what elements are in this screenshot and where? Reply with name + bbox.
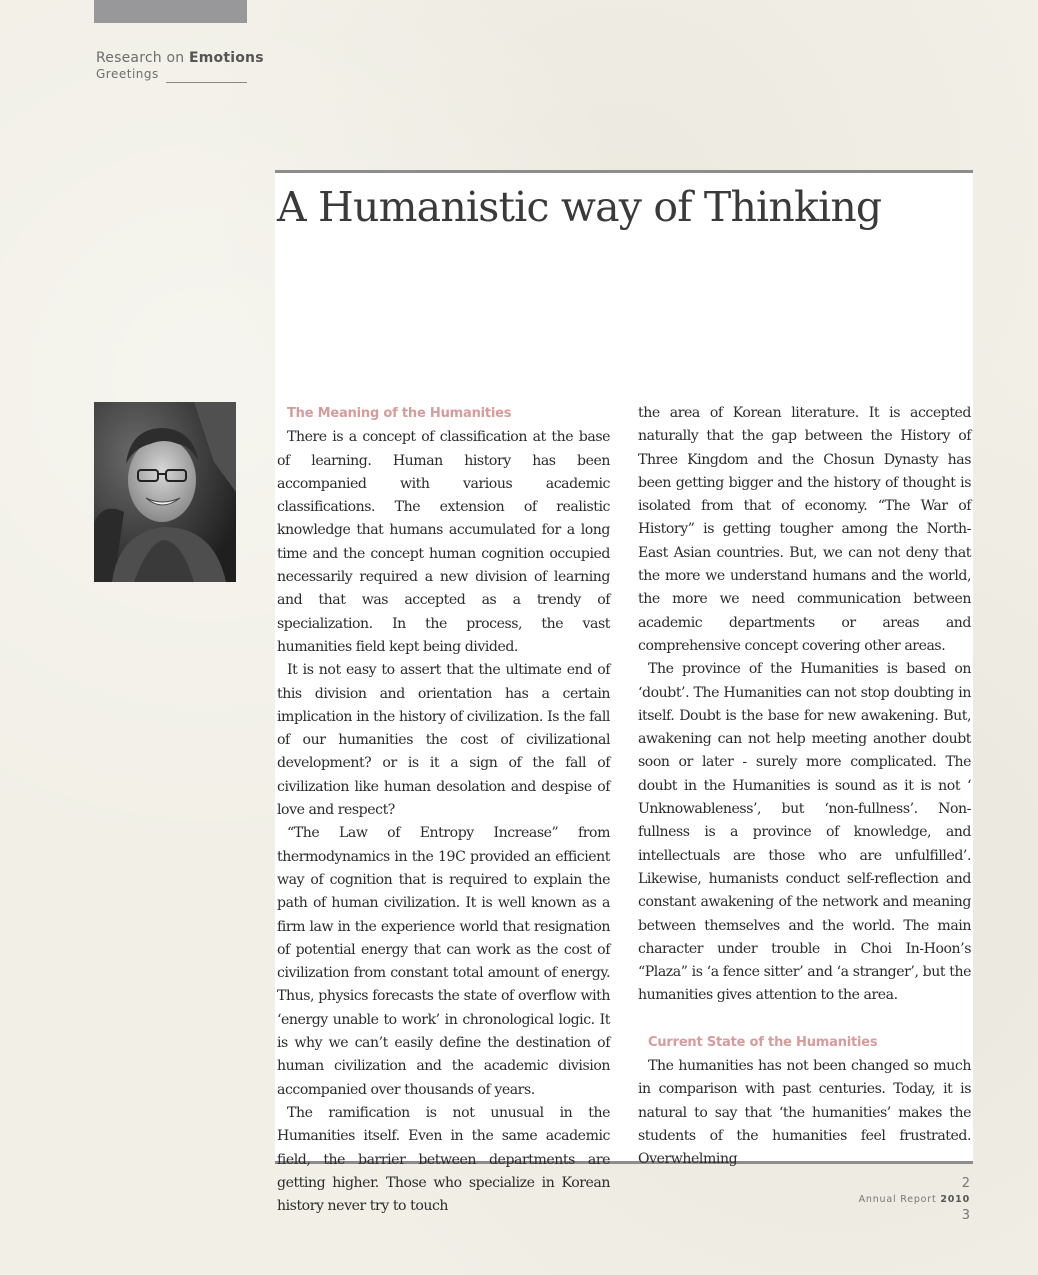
section-heading-current-state: Current State of the Humanities [648,1034,878,1050]
article-title: A Humanistic way of Thinking [277,183,882,231]
author-photo [94,402,236,582]
paragraph: It is not easy to assert that the ultimate end of this division and orientation has a certain implication in the history of civilization. Is the fall of our humanities the cost of civilizational development? or is it a sign of the fall of civilization like human desolation and despise of love and respect? [277,662,610,819]
page-footer [859,1176,970,1224]
paragraph: The ramification is not unusual in the Humanities itself. Even in the same academic field, the barrier between departments are getting higher. Those who specialize in Korean history never try to touch [277,1104,610,1215]
top-tab [94,0,247,23]
portrait-image [94,402,236,582]
brand-prefix: Research on [96,50,189,66]
report-label [859,1192,970,1208]
brand-header [96,50,264,81]
right-column [638,402,971,1172]
paragraph: The humanities has not been changed so much in comparison with past centuries. Today, it is natural to say that ‘the humanities’ makes the students of the humanities feel frustrated. Overwhelming [638,1058,971,1168]
report-year: 2010 [940,1194,970,1205]
paragraph-continuation: the area of Korean literature. It is accepted naturally that the gap between the History of Three Kingdom and the Chosun Dynasty has been getting bigger and the history of thought is isolated from that of economy. “The War of History” is getting tougher among the North-East Asian countries. But, we can not deny that the more we understand humans and the world, the more we need communication between academic departments or areas and comprehensive concept covering other areas. [638,405,971,654]
page-number-right: 3 [961,1208,970,1223]
paragraph: The province of the Humanities is based on ‘doubt’. The Humanities can not stop doubting in itself. Doubt is the base for new awakening. But, awakening can not help meeting another doubt soon or later - surely more complicated. The doubt in the Humanities is sound as it is not ‘ Unknowableness’, but ‘non-fullness’. Non-fullness is a province of knowledge, and intellectuals are those who are unfulfilled’. Likewise, humanists conduct self-reflection and constant awakening of the network and meaning between themselves and the world. The main character under trouble in Choi In-Hoon’s “Plaza” is ‘a fence sitter’ and ‘a stranger’, but the humanities gives attention to the area. [638,661,971,1004]
paragraph: There is a concept of classification at the base of learning. Human history has been accompanied with various academic classifications. The extension of realistic knowledge that humans accumulated for a long time and the concept human cognition occupied necessarily required a new division of learning and that was accepted as a trendy of specialization. In the process, the vast humanities field kept being divided. [277,429,610,655]
section-heading-meaning: The Meaning of the Humanities [287,406,512,421]
brand-rule [166,82,247,83]
section-spacer [638,1008,971,1031]
section-label: Greetings [96,67,159,81]
report-name: Annual Report [858,1194,941,1205]
page-number-left: 2 [961,1176,970,1191]
brand-title [96,50,264,66]
paragraph: “The Law of Entropy Increase” from thermodynamics in the 19C provided an efficient way of cognition that is required to explain the path of human civilization. It is well known as a firm law in the experience world that resignation of potential energy that can work as the cost of civilization from constant total amount of energy. Thus, physics forecasts the state of overflow with ‘energy unable to work’ in chronological logic. It is why we can’t easily define the destination of human civilization and the academic division accompanied over thousands of years. [277,825,610,1098]
brand-emphasis: Emotions [188,50,264,66]
left-column [277,402,610,1218]
